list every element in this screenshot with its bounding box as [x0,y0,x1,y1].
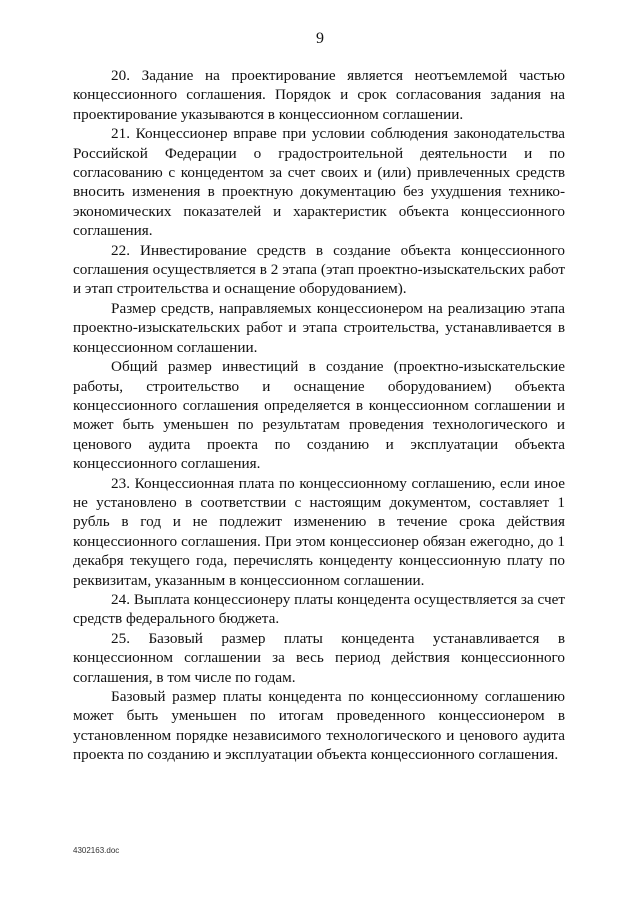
paragraph-25-base-payment: Базовый размер платы концедента по концессионному соглашению может быть уменьшен по итогам проведенного концессионером в установленном порядке независимого технологического и ценового аудита проекта по созданию и эксплуатации объекта концессионного соглашения. [73,688,565,764]
paragraph-22: 22. Инвестирование средств в создание объекта концессионного соглашения осуществляется в 2 этапа (этап проектно-изыскательских работ и этап строительства и оснащение оборудованием). [73,241,565,298]
page-number: 9 [316,30,324,47]
paragraph-25: 25. Базовый размер платы концедента устанавливается в концессионном соглашении за весь период действия концессионного соглашения, в том числе по годам. [73,629,565,686]
document-body [73,66,565,765]
paragraph-24: 24. Выплата концессионеру платы концедента осуществляется за счет средств федерального бюджета. [73,590,565,628]
paragraph-20: 20. Задание на проектирование является неотъемлемой частью концессионного соглашения. Порядок и срок согласования задания на проектирование указываются в концессионном соглашении. [73,67,565,123]
document-filename: 4302163.doc [73,846,120,855]
paragraph-22-total-investment: Общий размер инвестиций в создание (проектно-изыскательские работы, строительство и оснащение оборудованием) объекта концессионного соглашения определяется в концессионном соглашении и может быть уменьшен по результатам проведения технологического и ценового аудита проекта по созданию и эксплуатации объекта концессионного соглашения. [73,358,565,473]
paragraph-21: 21. Концессионер вправе при условии соблюдения законодательства Российской Федерации о градостроительной деятельности и по согласованию с концедентом за счет своих и (или) привлеченных средств вносить изменения в проектную документацию без ухудшения технико-экономических показателей и характеристик объекта концессионного соглашения. [73,125,565,240]
paragraph-23: 23. Концессионная плата по концессионному соглашению, если иное не установлено в соответствии с настоящим документом, составляет 1 рубль в год и не подлежит изменению в течение срока действия концессионного соглашения. При этом концессионер обязан ежегодно, до 1 декабря текущего года, перечислять концеденту концессионную плату по реквизитам, указанным в концессионном соглашении. [73,474,565,589]
paragraph-22-funds-size: Размер средств, направляемых концессионером на реализацию этапа проектно-изыскательских работ и этапа строительства, устанавливается в концессионном соглашении. [73,299,565,356]
